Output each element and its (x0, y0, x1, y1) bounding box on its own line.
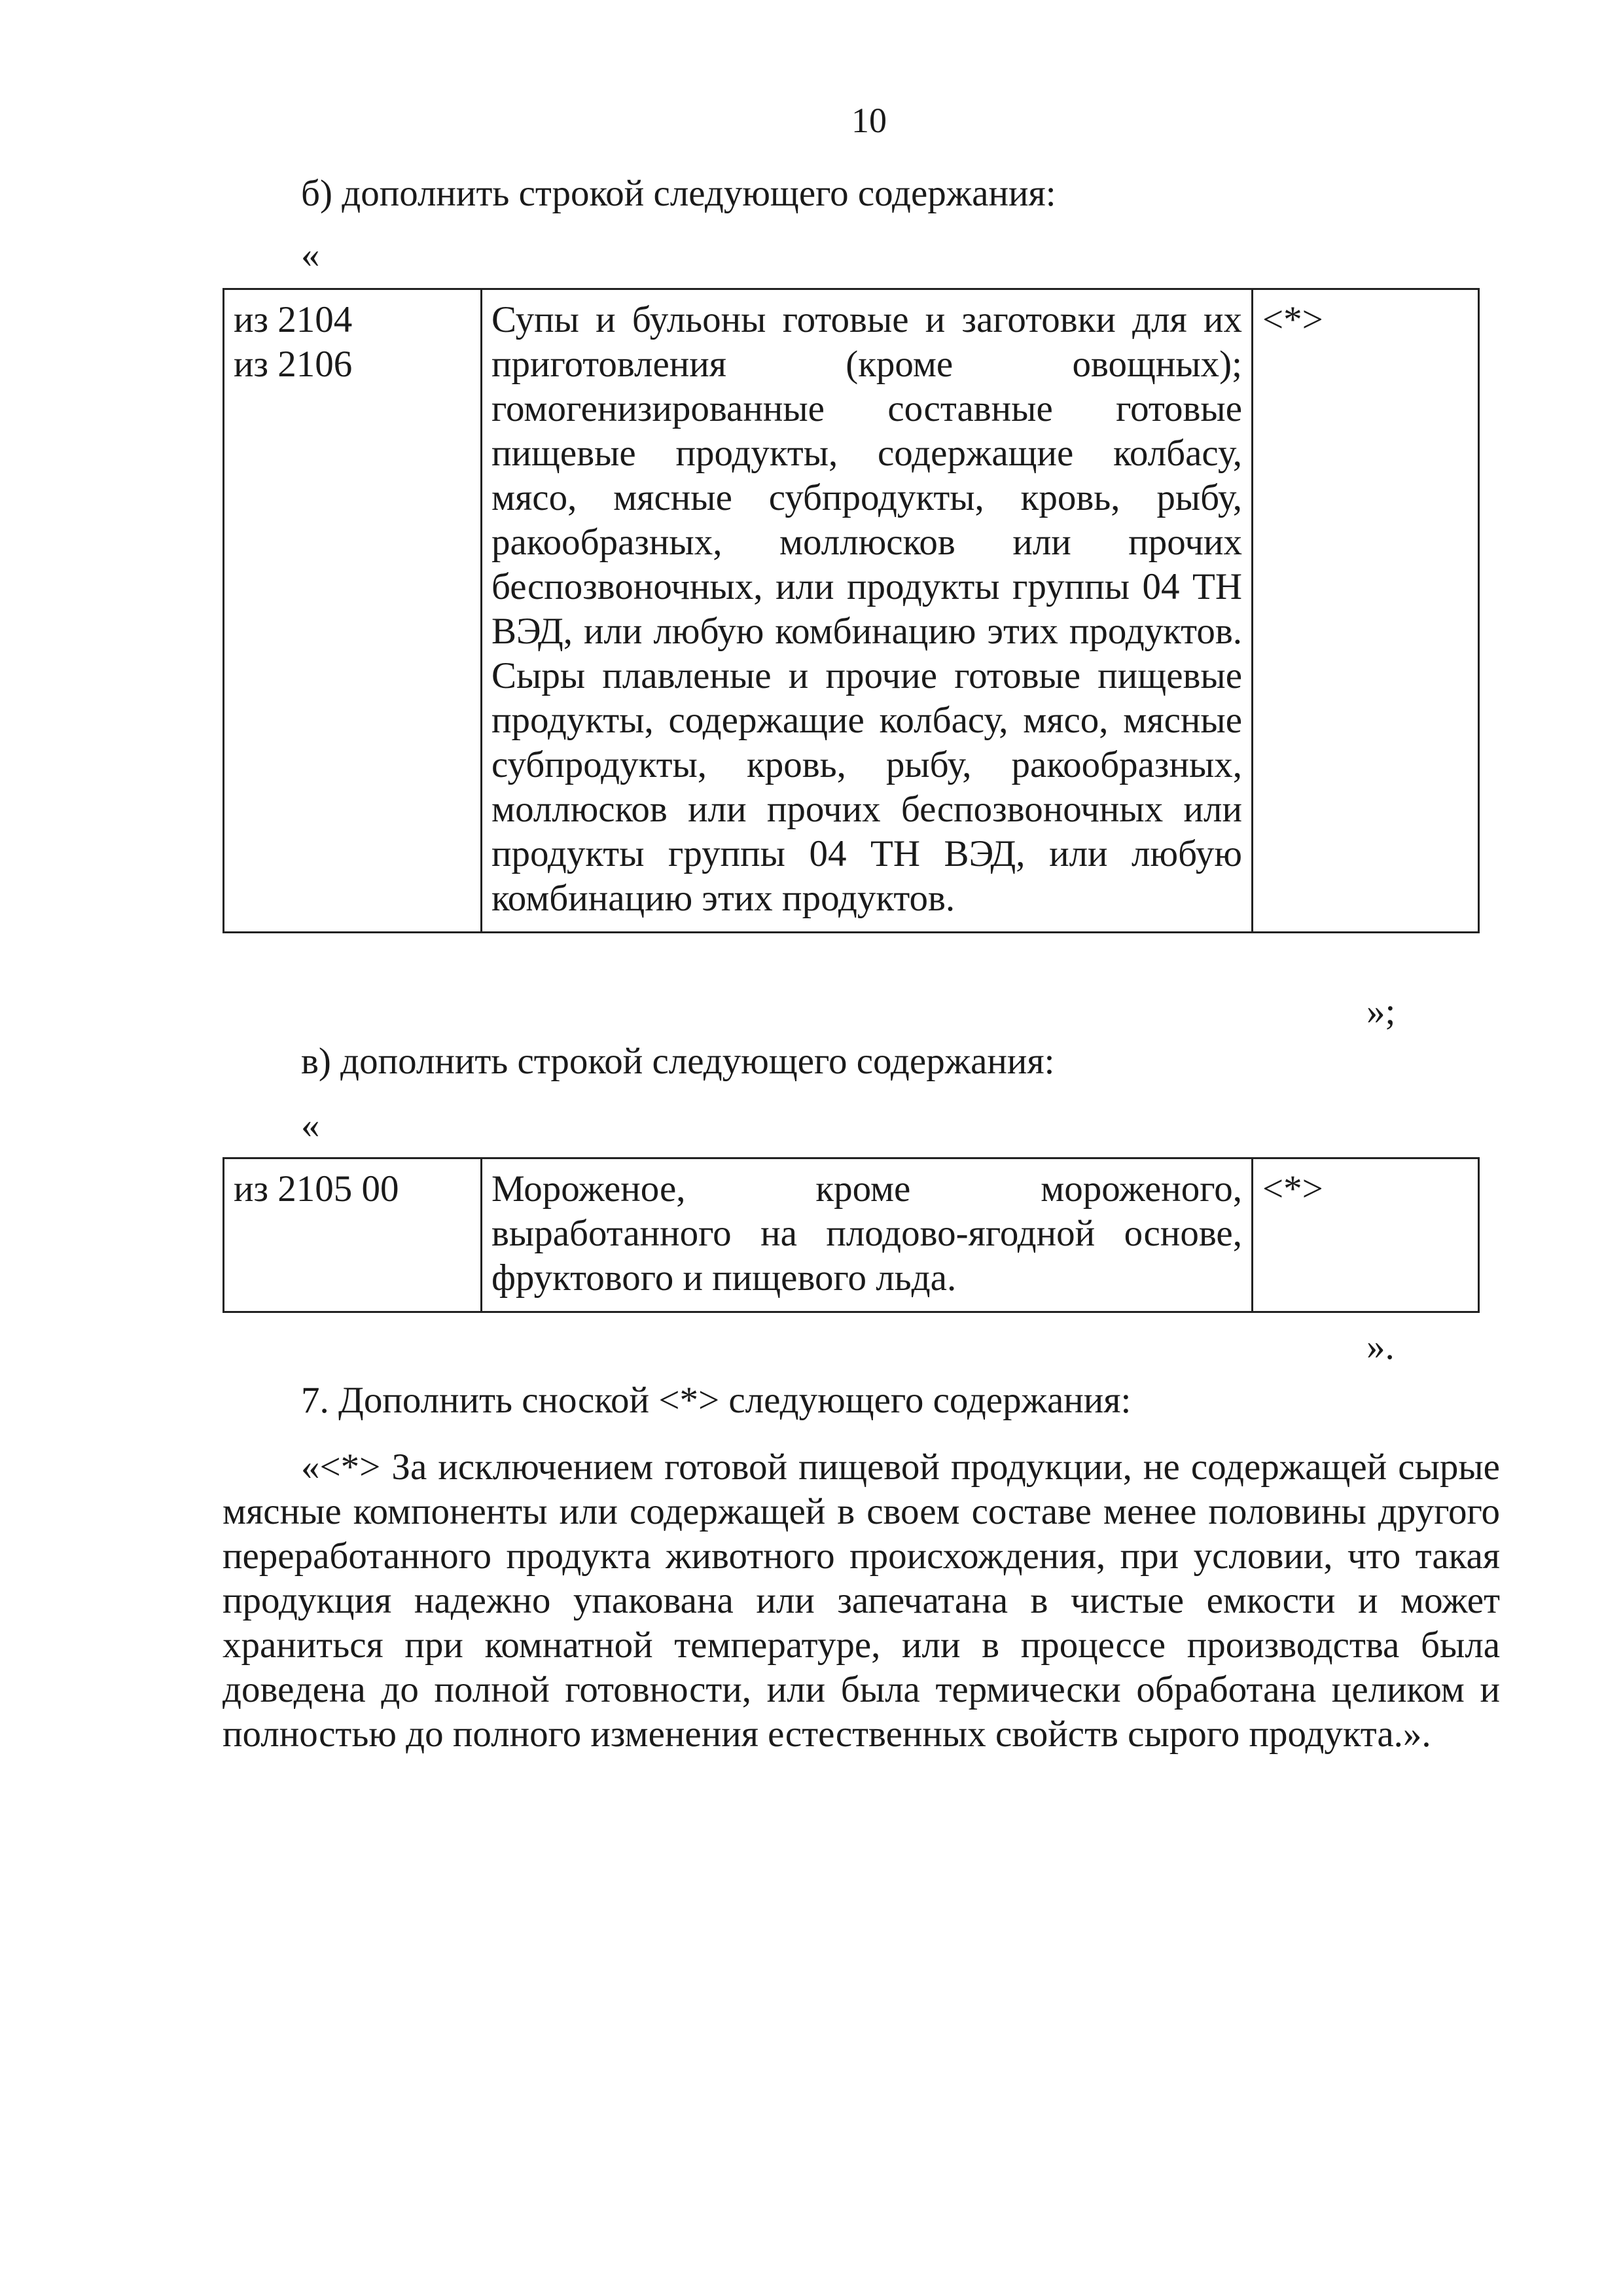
section-b-open-quote: « (301, 234, 320, 276)
page-number: 10 (851, 101, 887, 140)
code-value: из 2105 00 (234, 1168, 399, 1210)
note-cell: <*> (1253, 1158, 1479, 1312)
description-cell: Мороженое, кроме мороженого, выработанного на плодово-ягодной основе, фруктового и пищевого льда. (482, 1158, 1253, 1312)
note-cell: <*> (1253, 289, 1479, 933)
code-cell (224, 1158, 482, 1312)
table-row (224, 289, 1479, 933)
code-cell (224, 289, 482, 933)
section-b-close-quote: »; (1366, 991, 1396, 1032)
section-v-close-quote: ». (1366, 1326, 1395, 1367)
section-b-intro: б) дополнить строкой следующего содержания: (301, 173, 1056, 214)
section-v-open-quote: « (301, 1105, 320, 1146)
code-value: из 2106 (234, 344, 353, 385)
code-value: из 2104 (234, 299, 353, 340)
table-row (224, 1158, 1479, 1312)
section-v-table (223, 1157, 1480, 1313)
section-v-intro: в) дополнить строкой следующего содержания: (301, 1041, 1055, 1082)
description-cell: Супы и бульоны готовые и заготовки для их приготовления (кроме овощных); гомогенизированные составные готовые пищевые продукты, содержащие колбасу, мясо, мясные субпродукты, кровь, рыбу, ракообразных, моллюсков или прочих беспозвоночных, или продукты группы 04 ТН ВЭД, или любую комбинацию этих продуктов. Сыры плавленые и прочие готовые пищевые продукты, содержащие колбасу, мясо, мясные субпродукты, кровь, рыбу, ракообразных, моллюсков или прочих беспозвоночных или продукты группы 04 ТН ВЭД, или любую комбинацию этих продуктов. (482, 289, 1253, 933)
item-7-heading: 7. Дополнить сноской <*> следующего содержания: (301, 1380, 1132, 1421)
footnote-text: «<*> За исключением готовой пищевой продукции, не содержащей сырые мясные компоненты или содержащей в своем составе менее половины другого переработанного продукта животного происхождения, при условии, что такая продукция надежно упакована или запечатана в чистые емкости и может храниться при комнатной температуре, или в процессе производства была доведена до полной готовности, или была термически обработана целиком и полностью до полного изменения естественных свойств сырого продукта.». (223, 1446, 1500, 1755)
section-b-table (223, 288, 1480, 933)
